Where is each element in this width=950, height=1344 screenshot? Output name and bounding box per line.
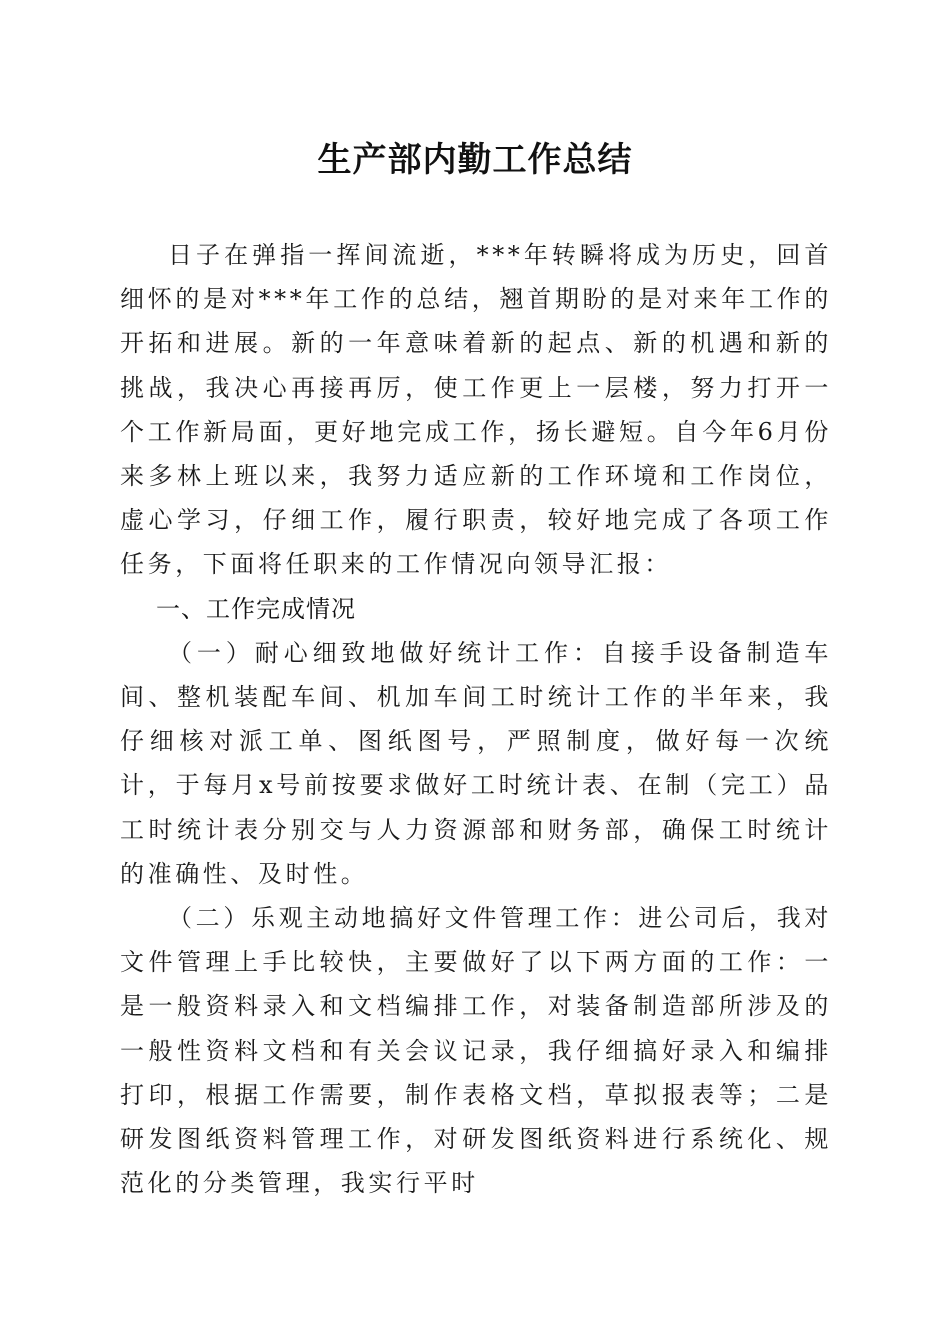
section-item-1: （一）耐心细致地做好统计工作：自接手设备制造车间、整机装配车间、机加车间工时统计工作的半年来，我仔细核对派工单、图纸图号，严照制度，做好每一次统计，于每月x号前按要求做好工时统计表、在制（完工）品工时统计表分别交与人力资源部和财务部，确保工时统计的准确性、及时性。	[120, 638, 832, 888]
intro-paragraph: 日子在弹指一挥间流逝，***年转瞬将成为历史，回首细怀的是对***年工作的总结，翘首期盼的是对来年工作的开拓和进展。新的一年意味着新的起点、新的机遇和新的挑战，我决心再接再厉，使工作更上一层楼，努力打开一个工作新局面，更好地完成工作，扬长避短。自今年6月份来多林上班以来，我努力适应新的工作环境和工作岗位，虚心学习，仔细工作，履行职责，较好地完成了各项工作任务，下面将任职来的工作情况向领导汇报：	[120, 241, 832, 579]
section-heading: 一、工作完成情况	[156, 594, 356, 623]
document-body	[120, 233, 832, 1205]
document-title: 生产部内勤工作总结	[317, 140, 633, 180]
section-item-2: （二）乐观主动地搞好文件管理工作：进公司后，我对文件管理上手比较快，主要做好了以下两方面的工作：一是一般资料录入和文档编排工作，对装备制造部所涉及的一般性资料文档和有关会议记录，我仔细搞好录入和编排打印，根据工作需要，制作表格文档，草拟报表等；二是研发图纸资料管理工作，对研发图纸资料进行系统化、规范化的分类管理，我实行平时	[120, 904, 832, 1198]
